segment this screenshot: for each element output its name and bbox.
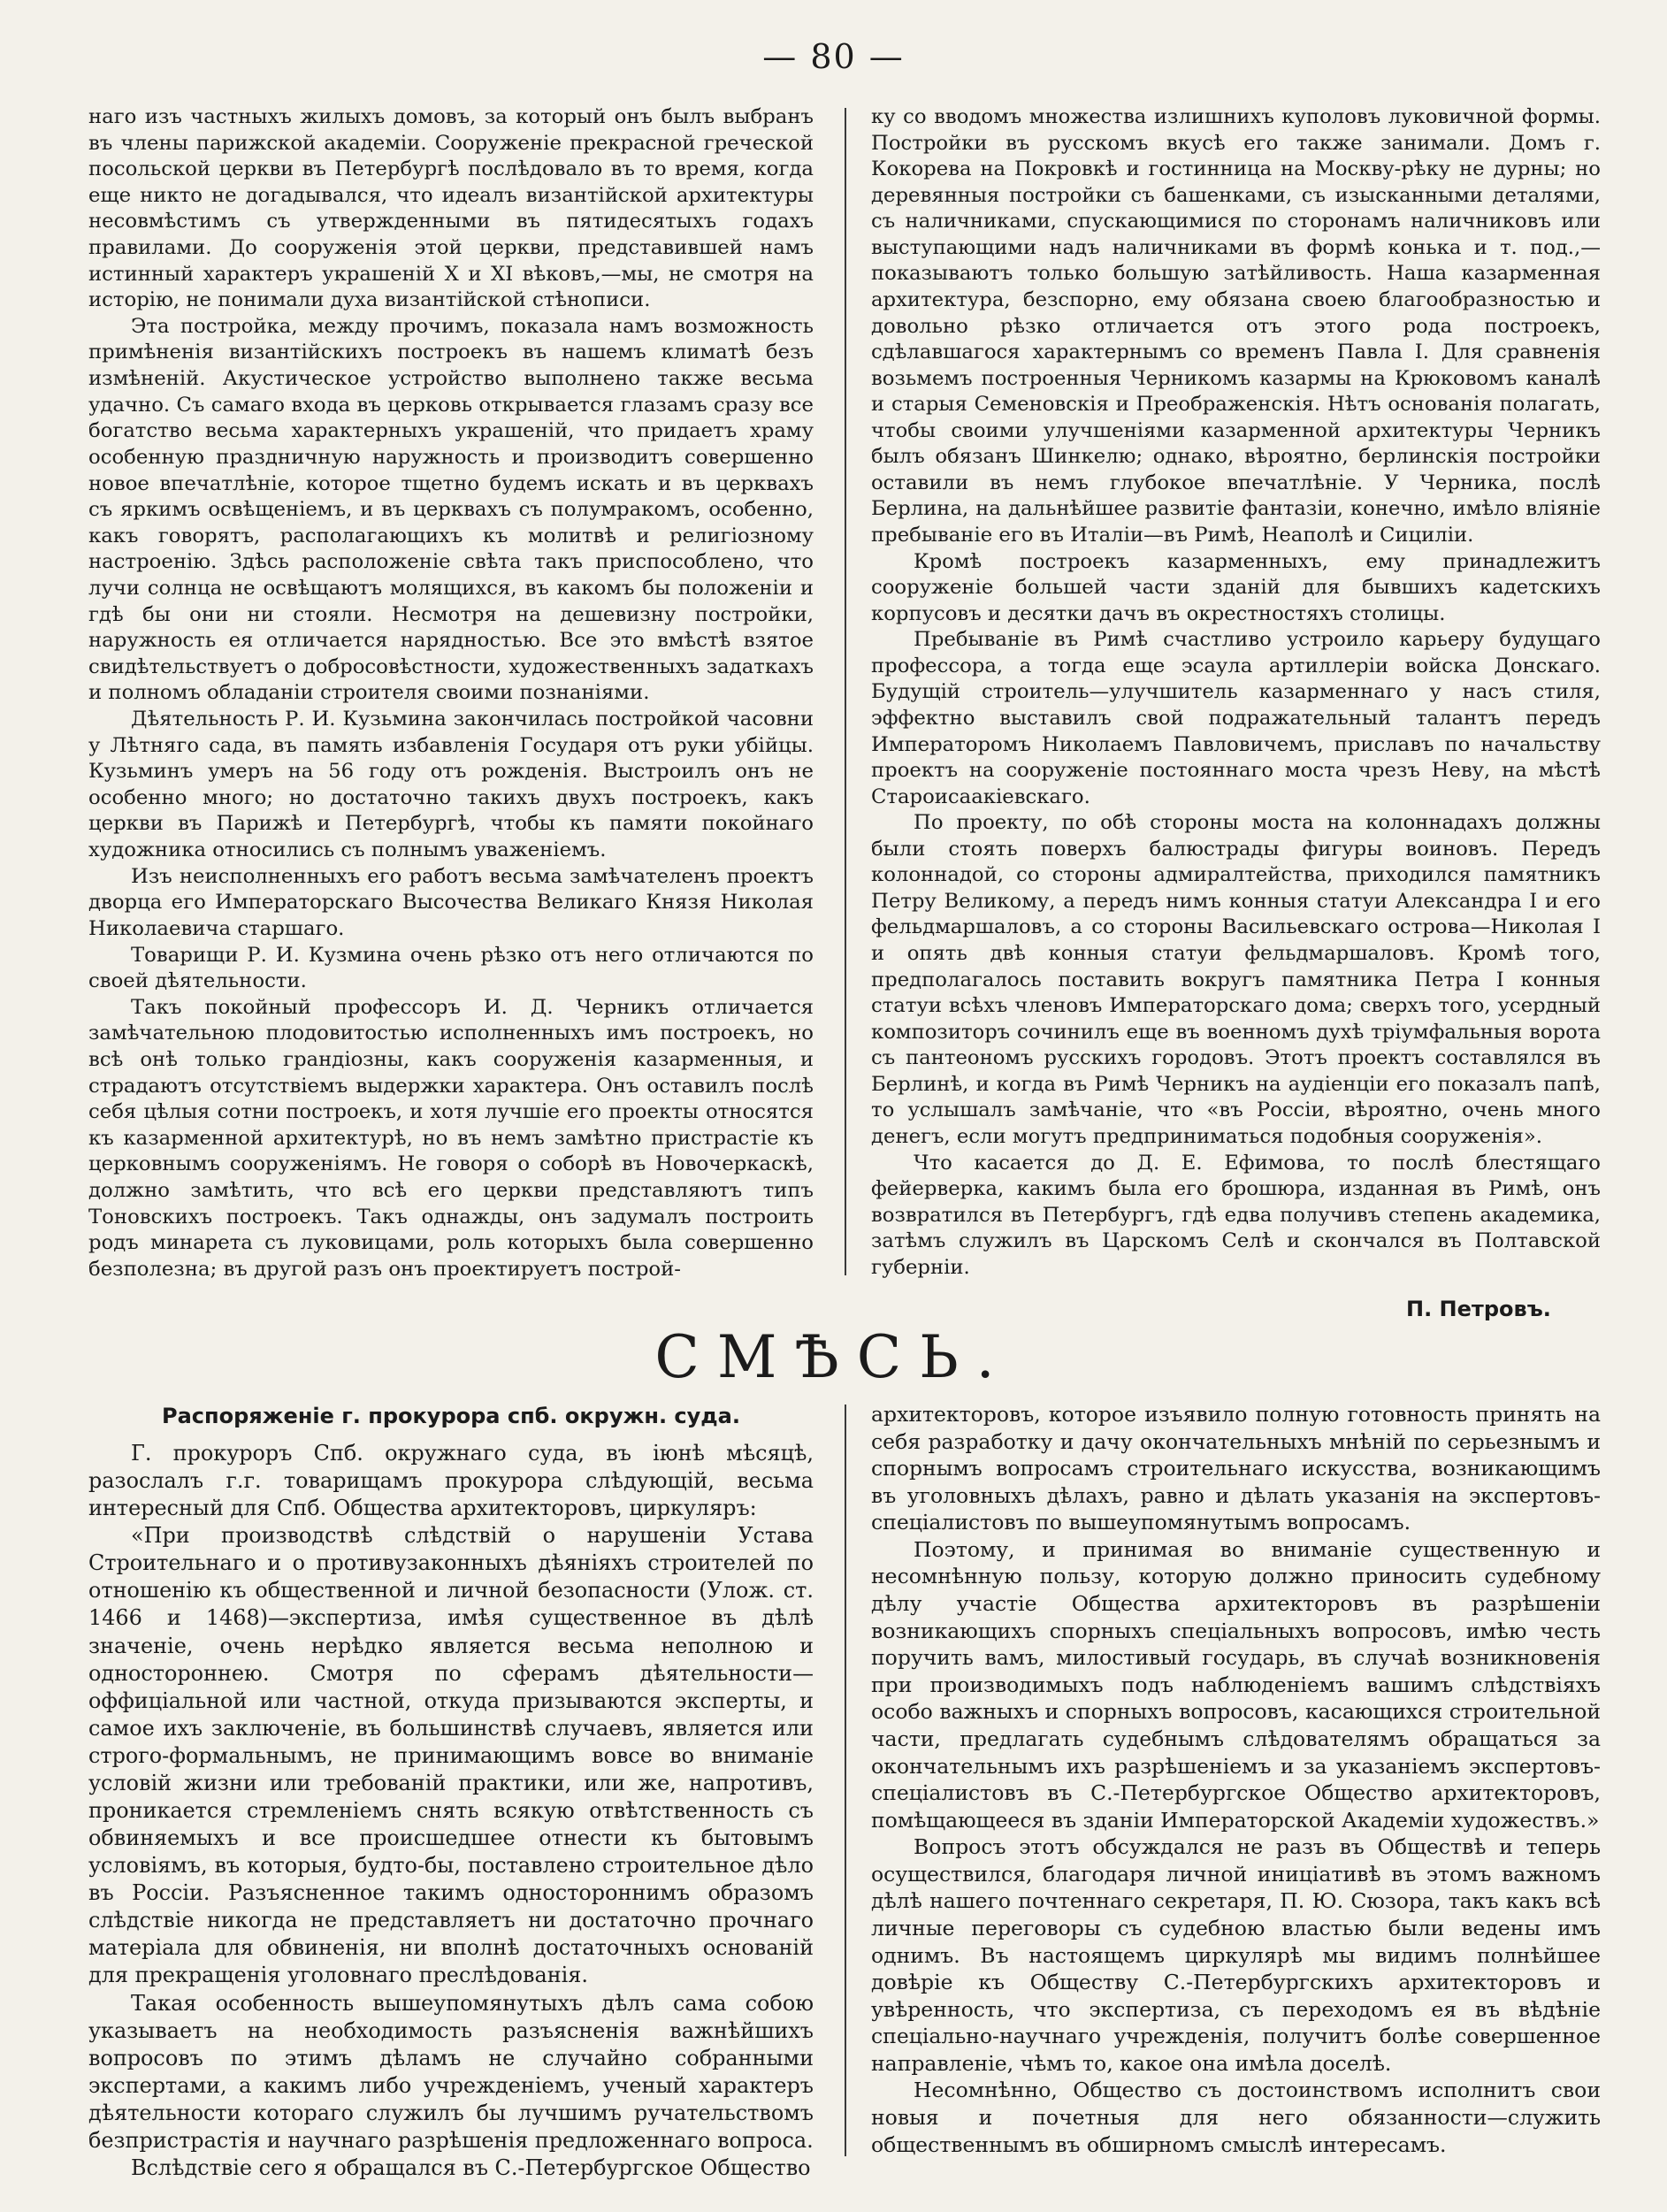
column-divider bbox=[845, 108, 846, 1275]
paragraph: наго изъ частныхъ жилыхъ домовъ, за который онъ былъ выбранъ въ члены парижской академіи. Сооруженіе прекрасной греческой посольской церкви въ Петербургѣ послѣдовало въ то время, когда еще никто не догадывался, что идеалъ византійской архитектуры несовмѣстимъ съ утвержденными въ пятидесятыхъ годахъ правилами. До сооруженія этой церкви, представившей намъ истинный характеръ украшеній X и XI вѣковъ,—мы, не смотря на исторію, не понимали духа византійской стѣнописи. bbox=[88, 105, 814, 312]
paragraph: «При производствѣ слѣдствій о нарушеніи Устава Строительнаго и о противузаконныхъ дѣяніяхъ строителей по отношенію къ общественной и личной безопасности (Улож. ст. 1466 и 1468)—экспертиза, имѣя существенное въ дѣлѣ значеніе, очень нерѣдко является весьма неполною и одностороннею. Смотря по сферамъ дѣятельности—оффиціальной или частной, откуда призываются эксперты, и самое ихъ заключеніе, въ большинствѣ случаевъ, является или строго-формальнымъ, не принимающимъ вовсе во вниманіе условій жизни или требованій практики, или же, напротивъ, проникается стремленіемъ снять всякую отвѣтственность съ обвиняемыхъ и все происшедшее отнести къ бытовымъ условіямъ, въ которыя, будто-бы, поставлено строительное дѣло въ Россіи. Разъясненное такимъ одностороннимъ образомъ слѣдствіе никогда не представляетъ ни достаточно прочнаго матеріала для обвиненія, ни вполнѣ достаточныхъ основаній для прекращенія уголовнаго преслѣдованія. bbox=[88, 1523, 814, 1988]
paragraph: Эта постройка, между прочимъ, показала намъ возможность примѣненія византійскихъ построекъ въ нашемъ климатѣ безъ измѣненій. Акустическое устройство выполнено также весьма удачно. Съ самаго входа въ церковь открывается глазамъ сразу все богатство весьма характерныхъ украшеній, что придаетъ храму особенную праздничную наружность и производитъ совершенно новое впечатлѣніе, которое тщетно будемъ искать и въ церквахъ съ яркимъ освѣщеніемъ, и въ церквахъ съ полумракомъ, особенно, какъ говорятъ, располагающихъ къ молитвѣ и религіозному настроенію. Здѣсь расположеніе свѣта такъ приспособлено, что лучи солнца не освѣщаютъ молящихся, въ какомъ бы положеніи и гдѣ бы они ни стояли. Несмотря на дешевизну постройки, наружность ея отличается нарядностью. Все это вмѣстѣ взятое свидѣтельствуетъ о добросовѣстности, художественныхъ задаткахъ и полномъ обладаніи строителя своими познаніями. bbox=[88, 314, 814, 705]
paragraph: Несомнѣнно, Общество съ достоинствомъ исполнитъ свои новыя и почетныя для него обязанности—служить общественнымъ въ обширномъ смыслѣ интересамъ. bbox=[871, 2078, 1601, 2157]
page-number: — 80 — bbox=[762, 37, 905, 76]
column-divider bbox=[845, 1405, 846, 2156]
miscellany-right-column bbox=[871, 1401, 1601, 2158]
paragraph: Дѣятельность Р. И. Кузьмина закончилась постройкой часовни у Лѣтняго сада, въ память избавленія Государя отъ руки убійцы. Кузьминъ умеръ на 56 году отъ рожденія. Выстроилъ онъ не особенно много; но достаточно такихъ двухъ построекъ, какъ церкви въ Парижѣ и Петербургѣ, чтобы къ памяти покойнаго художника относились съ полнымъ уваженіемъ. bbox=[88, 708, 814, 862]
paragraph: Что касается до Д. Е. Ефимова, то послѣ блестящаго фейерверка, какимъ была его брошюра, изданная въ Римѣ, онъ возвратился въ Петербургъ, гдѣ едва получивъ степень академика, затѣмъ служилъ въ Царскомъ Селѣ и скончался въ Полтавской губерніи. bbox=[871, 1151, 1601, 1279]
paragraph: Г. прокуроръ Спб. окружнаго суда, въ іюнѣ мѣсяцѣ, разослалъ г.г. товарищамъ прокурора слѣдующій, весьма интересный для Спб. Общества архитекторовъ, циркуляръ: bbox=[88, 1441, 814, 1521]
paragraph: По проекту, по обѣ стороны моста на колоннадахъ должны были стоять поверхъ балюстрады фигуры воиновъ. Передъ колоннадой, со стороны адмиралтейства, приходился памятникъ Петру Великому, а передъ нимъ конныя статуи Александра I и его фельдмаршаловъ, а со стороны Васильевскаго острова—Николая I и опять двѣ конныя статуи фельдмаршаловъ. Кромѣ того, предполагалось поставить вокругъ памятника Петра I конныя статуи всѣхъ членовъ Императорскаго дома; сверхъ того, усердный композиторъ сочинилъ еще въ военномъ духѣ тріумфальныя ворота съ пантеономъ русскихъ городовъ. Этотъ проектъ составлялся въ Берлинѣ, и когда въ Римѣ Черникъ на аудіенціи его показалъ папѣ, то услышалъ замѣчаніе, что «въ Россіи, вѣроятно, очень много денегъ, если могутъ предприниматься подобныя сооруженія». bbox=[871, 811, 1601, 1148]
paragraph: Кромѣ построекъ казарменныхъ, ему принадлежитъ сооруженіе большей части зданій для бывшихъ кадетскихъ корпусовъ и десятки дачъ въ окрестностяхъ столицы. bbox=[871, 549, 1601, 625]
paragraph: ку со вводомъ множества излишнихъ куполовъ луковичной формы. Постройки въ русскомъ вкусѣ его также занимали. Домъ г. Кокорева на Покровкѣ и гостинница на Москву-рѣку не дурны; но деревянныя постройки съ башенками, съ изысканными деталями, съ наличниками, спускающимися по сторонамъ наличниковъ или выступающими надъ наличниками въ формѣ конька и т. под.,—показываютъ только большую затѣйливость. Наша казарменная архитектура, безспорно, ему обязана своею благообразностью и довольно рѣзко отличается отъ этого рода построекъ, сдѣлавшагося характернымъ со временъ Павла I. Для сравненія возьмемъ построенныя Черникомъ казармы на Крюковомъ каналѣ и старыя Семеновскія и Преображенскія. Нѣтъ основанія полагать, чтобы своими улучшеніями казарменной архитектуры Черникъ былъ обязанъ Шинкелю; однако, вѣроятно, берлинскія постройки оставили въ немъ глубокое впечатлѣніе. У Черника, послѣ Берлина, на дальнѣйшее развитіе фантазіи, конечно, имѣло вліяніе пребываніе его въ Италіи—въ Римѣ, Неаполѣ и Сициліи. bbox=[871, 105, 1601, 547]
paragraph: Товарищи Р. И. Кузмина очень рѣзко отъ него отличаются по своей дѣятельности. bbox=[88, 943, 814, 993]
article-right-column bbox=[871, 104, 1601, 1281]
article-subheading: Распоряженіе г. прокурора спб. окружн. суда. bbox=[161, 1404, 740, 1428]
paragraph: Вслѣдствіе сего я обращался въ С.-Петербургское Общество bbox=[131, 2155, 811, 2181]
paragraph: Такъ покойный профессоръ И. Д. Черникъ отличается замѣчательною плодовитостью исполненныхъ имъ построекъ, но всѣ онѣ только грандіозны, какъ сооруженія казарменныя, и страдаютъ отсутствіемъ выдержки характера. Онъ оставилъ послѣ себя цѣлыя сотни построекъ, и хотя лучшіе его проекты относятся къ казарменной архитектурѣ, но въ немъ замѣтно пристрастіе къ церковнымъ сооруженіямъ. Не говоря о соборѣ въ Новочеркаскѣ, должно замѣтить, что всѣ его церкви представляютъ типъ Тоновскихъ построекъ. Такъ однажды, онъ задумалъ построить родъ минарета съ луковицами, роль которыхъ была совершенно безполезна; въ другой разъ онъ проектируетъ построй- bbox=[88, 995, 814, 1281]
paragraph: Пребываніе въ Римѣ счастливо устроило карьеру будущаго профессора, а тогда еще эсаула артиллеріи войска Донскаго. Будущій строитель—улучшитель казарменнаго у насъ стиля, эффектно выставилъ свой подражательный талантъ передъ Императоромъ Николаемъ Павловичемъ, приславъ по начальству проектъ на сооруженіе постояннаго моста чрезъ Неву, на мѣстѣ Староисаакіевскаго. bbox=[871, 628, 1601, 808]
miscellany-left-column bbox=[88, 1440, 814, 2182]
paragraph: Поэтому, и принимая во вниманіе существенную и несомнѣнную пользу, которую должно приносить судебному дѣлу участіе Общества архитекторовъ въ разрѣшеніи возникающихъ спорныхъ спеціальныхъ вопросовъ, имѣю честь поручить вамъ, милостивый государь, въ случаѣ возникновенія при производимыхъ подъ наблюденіемъ вашимъ слѣдствіяхъ особо важныхъ и спорныхъ вопросовъ, касающихся строительной части, предлагать судебнымъ слѣдователямъ обращаться за окончательнымъ ихъ разрѣшеніемъ и за указаніемъ экспертовъ-спеціалистовъ въ С.-Петербургское Общество архитекторовъ, помѣщающееся въ зданіи Императорской Академіи художествъ.» bbox=[871, 1536, 1601, 1833]
article-left-column bbox=[88, 104, 814, 1282]
paragraph: Такая особенность вышеупомянутыхъ дѣлъ сама собою указываетъ на необходимость разъясненія важнѣйшихъ вопросовъ по этимъ дѣламъ не случайно собранными экспертами, а какимъ либо учрежденіемъ, ученый характеръ дѣятельности котораго служилъ бы лучшимъ ручательствомъ безпристрастія и научнаго разрѣшенія предложеннаго вопроса. bbox=[88, 1990, 814, 2153]
section-title: СМѢСЬ. bbox=[654, 1323, 1013, 1391]
paragraph: Изъ неисполненныхъ его работъ весьма замѣчателенъ проектъ дворца его Императорскаго Высочества Великаго Князя Николая Николаевича старшаго. bbox=[88, 864, 814, 940]
author-signature: П. Петровъ. bbox=[1406, 1297, 1551, 1321]
paragraph: Вопросъ этотъ обсуждался не разъ въ Обществѣ и теперь осуществился, благодаря личной иниціативѣ въ этомъ важномъ дѣлѣ нашего почтеннаго секретаря, П. Ю. Сюзора, такъ какъ всѣ личные переговоры съ судебною властью были ведены имъ однимъ. Въ настоящемъ циркулярѣ мы видимъ полнѣйшее довѣріе къ Обществу С.-Петербургскихъ архитекторовъ и увѣренность, что экспертиза, съ переходомъ ея въ вѣдѣніе спеціально-научнаго учрежденія, получитъ болѣе совершенное направленіе, чѣмъ то, какое она имѣла доселѣ. bbox=[871, 1834, 1601, 2076]
paragraph: архитекторовъ, которое изъявило полную готовность принять на себя разработку и дачу окончательныхъ мнѣній по серьезнымъ и спорнымъ вопросамъ строительнаго искусства, возникающимъ въ уголовныхъ дѣлахъ, равно и дѣлать указанія на экспертовъ-спеціалистовъ по вышеупомянутымъ вопросамъ. bbox=[871, 1402, 1601, 1535]
